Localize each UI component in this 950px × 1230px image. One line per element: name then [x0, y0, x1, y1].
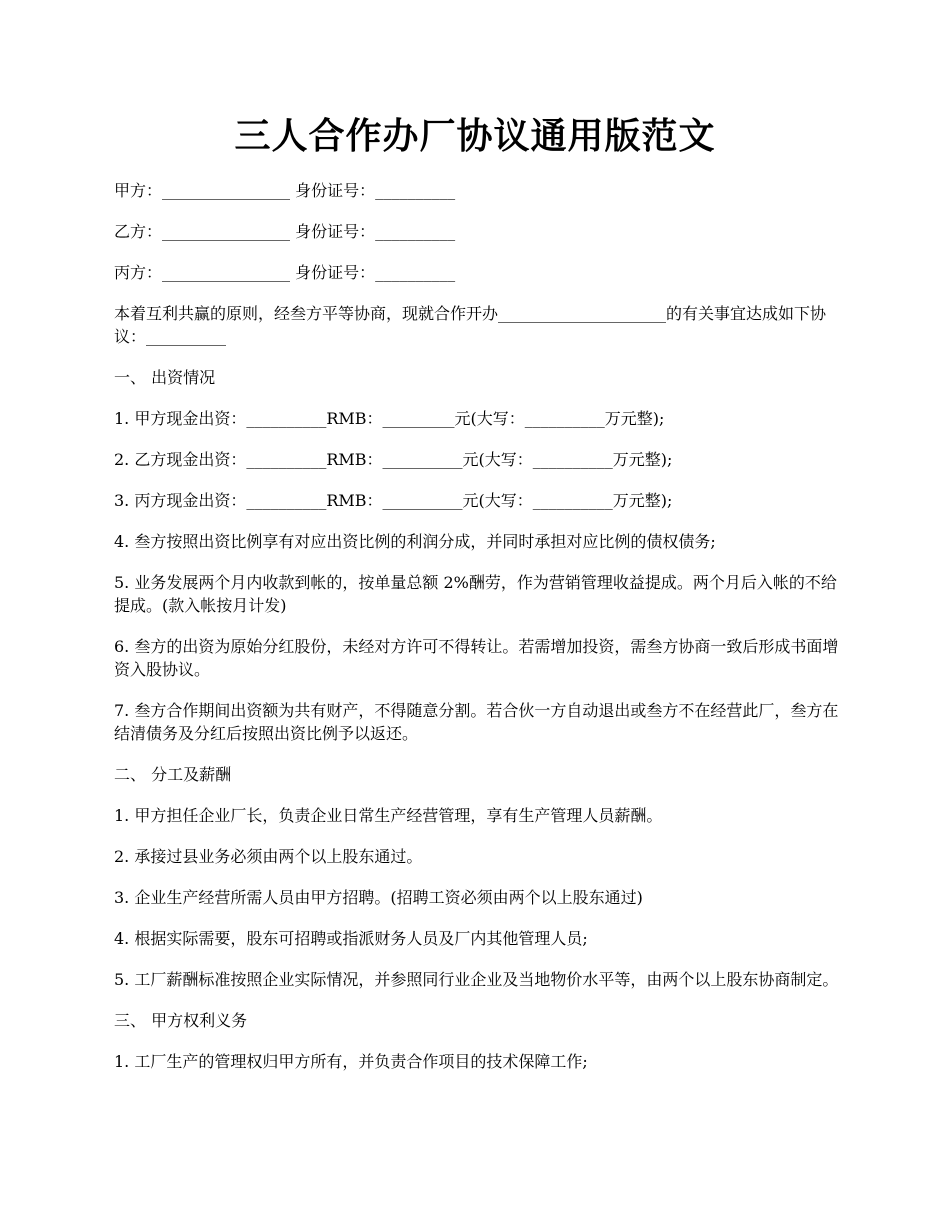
- party-a-line: 甲方：________________ 身份证号：__________: [114, 181, 456, 200]
- investment-item-7: 7. 叁方合作期间出资额为共有财产，不得随意分割。若合伙一方自动退出或叁方不在经营此厂，叁方在结清债务及分红后按照出资比例予以返还。: [114, 701, 839, 743]
- division-item-2: 2. 承接过县业务必须由两个以上股东通过。: [114, 847, 423, 866]
- investment-item-5: 5. 业务发展两个月内收款到帐的，按单量总额 2%酬劳，作为营销管理收益提成。两个月后入帐的不给提成。(款入帐按月计发): [114, 573, 837, 615]
- party-c-line: 丙方：________________ 身份证号：__________: [114, 263, 456, 282]
- division-item-3: 3. 企业生产经营所需人员由甲方招聘。(招聘工资必须由两个以上股东通过): [114, 888, 643, 907]
- section-heading-division: 二、 分工及薪酬: [114, 765, 232, 784]
- investment-item-4: 4. 叁方按照出资比例享有对应出资比例的利润分成，并同时承担对应比例的债权债务;: [114, 532, 716, 551]
- document-body: [114, 179, 844, 1091]
- investment-item-3: 3. 丙方现金出资：__________RMB：__________元(大写：__________万元整);: [114, 491, 673, 510]
- division-item-5: 5. 工厂薪酬标准按照企业实际情况，并参照同行业企业及当地物价水平等，由两个以上股东协商制定。: [114, 970, 839, 989]
- investment-item-6: 6. 叁方的出资为原始分红股份，未经对方许可不得转让。若需增加投资，需叁方协商一致后形成书面增资入股协议。: [114, 637, 839, 679]
- investment-item-2: 2. 乙方现金出资：__________RMB：__________元(大写：__________万元整);: [114, 450, 673, 469]
- division-item-4: 4. 根据实际需要，股东可招聘或指派财务人员及厂内其他管理人员;: [114, 929, 588, 948]
- section-heading-party-a-rights: 三、 甲方权利义务: [114, 1011, 248, 1030]
- section-heading-investment: 一、 出资情况: [114, 368, 216, 387]
- intro-paragraph: 本着互利共赢的原则，经叁方平等协商，现就合作开办_____________________的有关事宜达成如下协议：__________: [114, 304, 827, 346]
- division-item-1: 1. 甲方担任企业厂长，负责企业日常生产经营管理，享有生产管理人员薪酬。: [114, 806, 663, 825]
- investment-item-1: 1. 甲方现金出资：__________RMB：_________元(大写：__________万元整);: [114, 409, 665, 428]
- document-title: 三人合作办厂协议通用版范文: [234, 115, 716, 157]
- party-b-line: 乙方：________________ 身份证号：__________: [114, 222, 456, 241]
- rights-item-1: 1. 工厂生产的管理权归甲方所有，并负责合作项目的技术保障工作;: [114, 1052, 588, 1071]
